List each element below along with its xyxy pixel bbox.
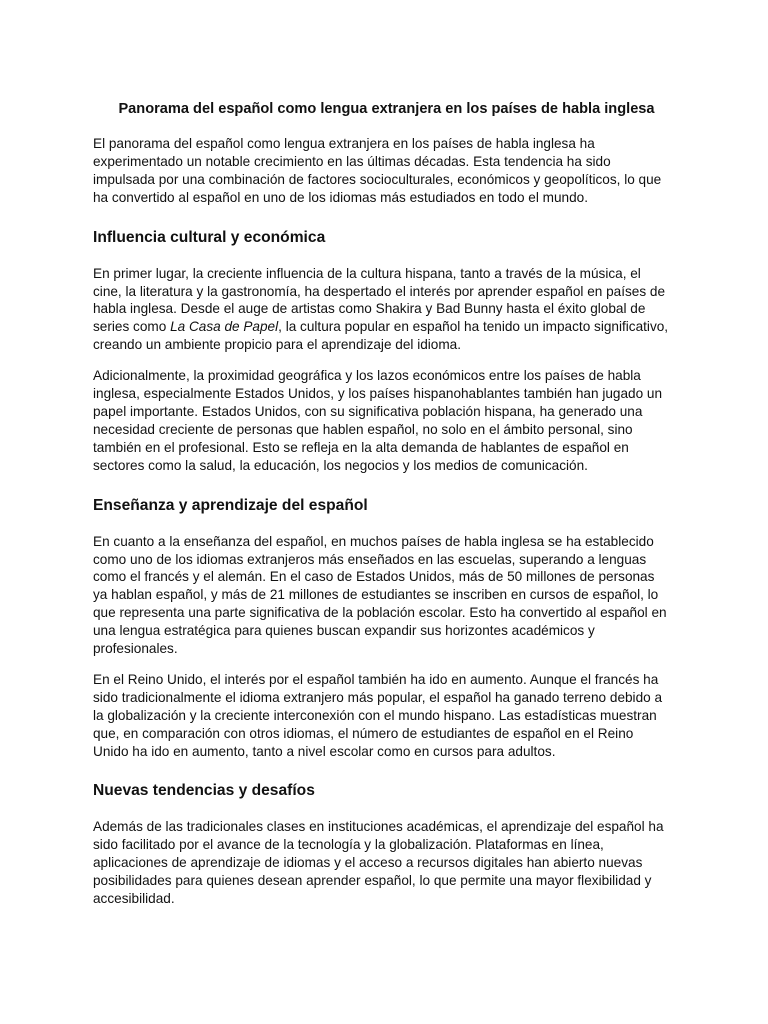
section-heading-ensenanza: Enseñanza y aprendizaje del español — [93, 496, 368, 514]
section-heading-tendencias: Nuevas tendencias y desafíos — [93, 782, 315, 800]
paragraph-text: En primer lugar, la creciente influencia de la cultura hispana, tanto a través de la música, el cine, la literatura y la gastronomía, ha despertado el interés por aprender español en países de habla inglesa. Desde el auge de artistas como Shakira y Bad Bunny hasta el éxito global de series como — [93, 265, 666, 335]
document-title: Panorama del español como lengua extranjera en los países de habla inglesa — [118, 101, 655, 117]
paragraph-text: , la cultura popular en español ha tenido un impacto significativo, creando un ambiente propicio para el aprendizaje del idioma. — [93, 319, 669, 353]
series-title-italic: La Casa de Papel — [170, 319, 279, 335]
section-heading-influencia: Influencia cultural y económica — [93, 228, 326, 246]
intro-paragraph: El panorama del español como lengua extranjera en los países de habla inglesa ha experimentado un notable crecimiento en las últimas décadas. Esta tendencia ha sido impulsada por una combinación de factores socioculturales, económicos y geopolíticos, lo que ha convertido al español en uno de los idiomas más estudiados en todo el mundo. — [93, 136, 662, 205]
paragraph-influencia-1 — [93, 265, 672, 355]
paragraph-ensenanza-1: En cuanto a la enseñanza del español, en muchos países de habla inglesa se ha establecido como uno de los idiomas extranjeros más enseñados en las escuelas, superando a lenguas como el francés y el alemán. En el caso de Estados Unidos, más de 50 millones de personas ya hablan español, y más de 21 millones de estudiantes se inscriben en cursos de español, lo que representa una parte significativa de la población escolar. Esto ha convertido al español en una lengua estratégica para quienes buscan expandir sus horizontes académicos y profesionales. — [93, 533, 667, 657]
paragraph-ensenanza-2: En el Reino Unido, el interés por el español también ha ido en aumento. Aunque el francés ha sido tradicionalmente el idioma extranjero más popular, el español ha ganado terreno debido a la globalización y la creciente interconexión con el mundo hispano. Las estadísticas muestran que, en comparación con otros idiomas, el número de estudiantes de español en el Reino Unido ha ido en aumento, tanto a nivel escolar como en cursos para adultos. — [93, 671, 663, 759]
paragraph-tendencias-1: Además de las tradicionales clases en instituciones académicas, el aprendizaje del español ha sido facilitado por el avance de la tecnología y la globalización. Plataformas en línea, aplicaciones de aprendizaje de idiomas y el acceso a recursos digitales han abierto nuevas posibilidades para quienes desean aprender español, lo que permite una mayor flexibilidad y accesibilidad. — [93, 819, 664, 907]
paragraph-influencia-2: Adicionalmente, la proximidad geográfica y los lazos económicos entre los países de habla inglesa, especialmente Estados Unidos, y los países hispanohablantes también han jugado un papel importante. Estados Unidos, con su significativa población hispana, ha generado una necesidad creciente de personas que hablen español, no solo en el ámbito personal, sino también en el profesional. Esto se refleja en la alta demanda de hablantes de español en sectores como la salud, la educación, los negocios y los medios de comunicación. — [93, 368, 663, 473]
